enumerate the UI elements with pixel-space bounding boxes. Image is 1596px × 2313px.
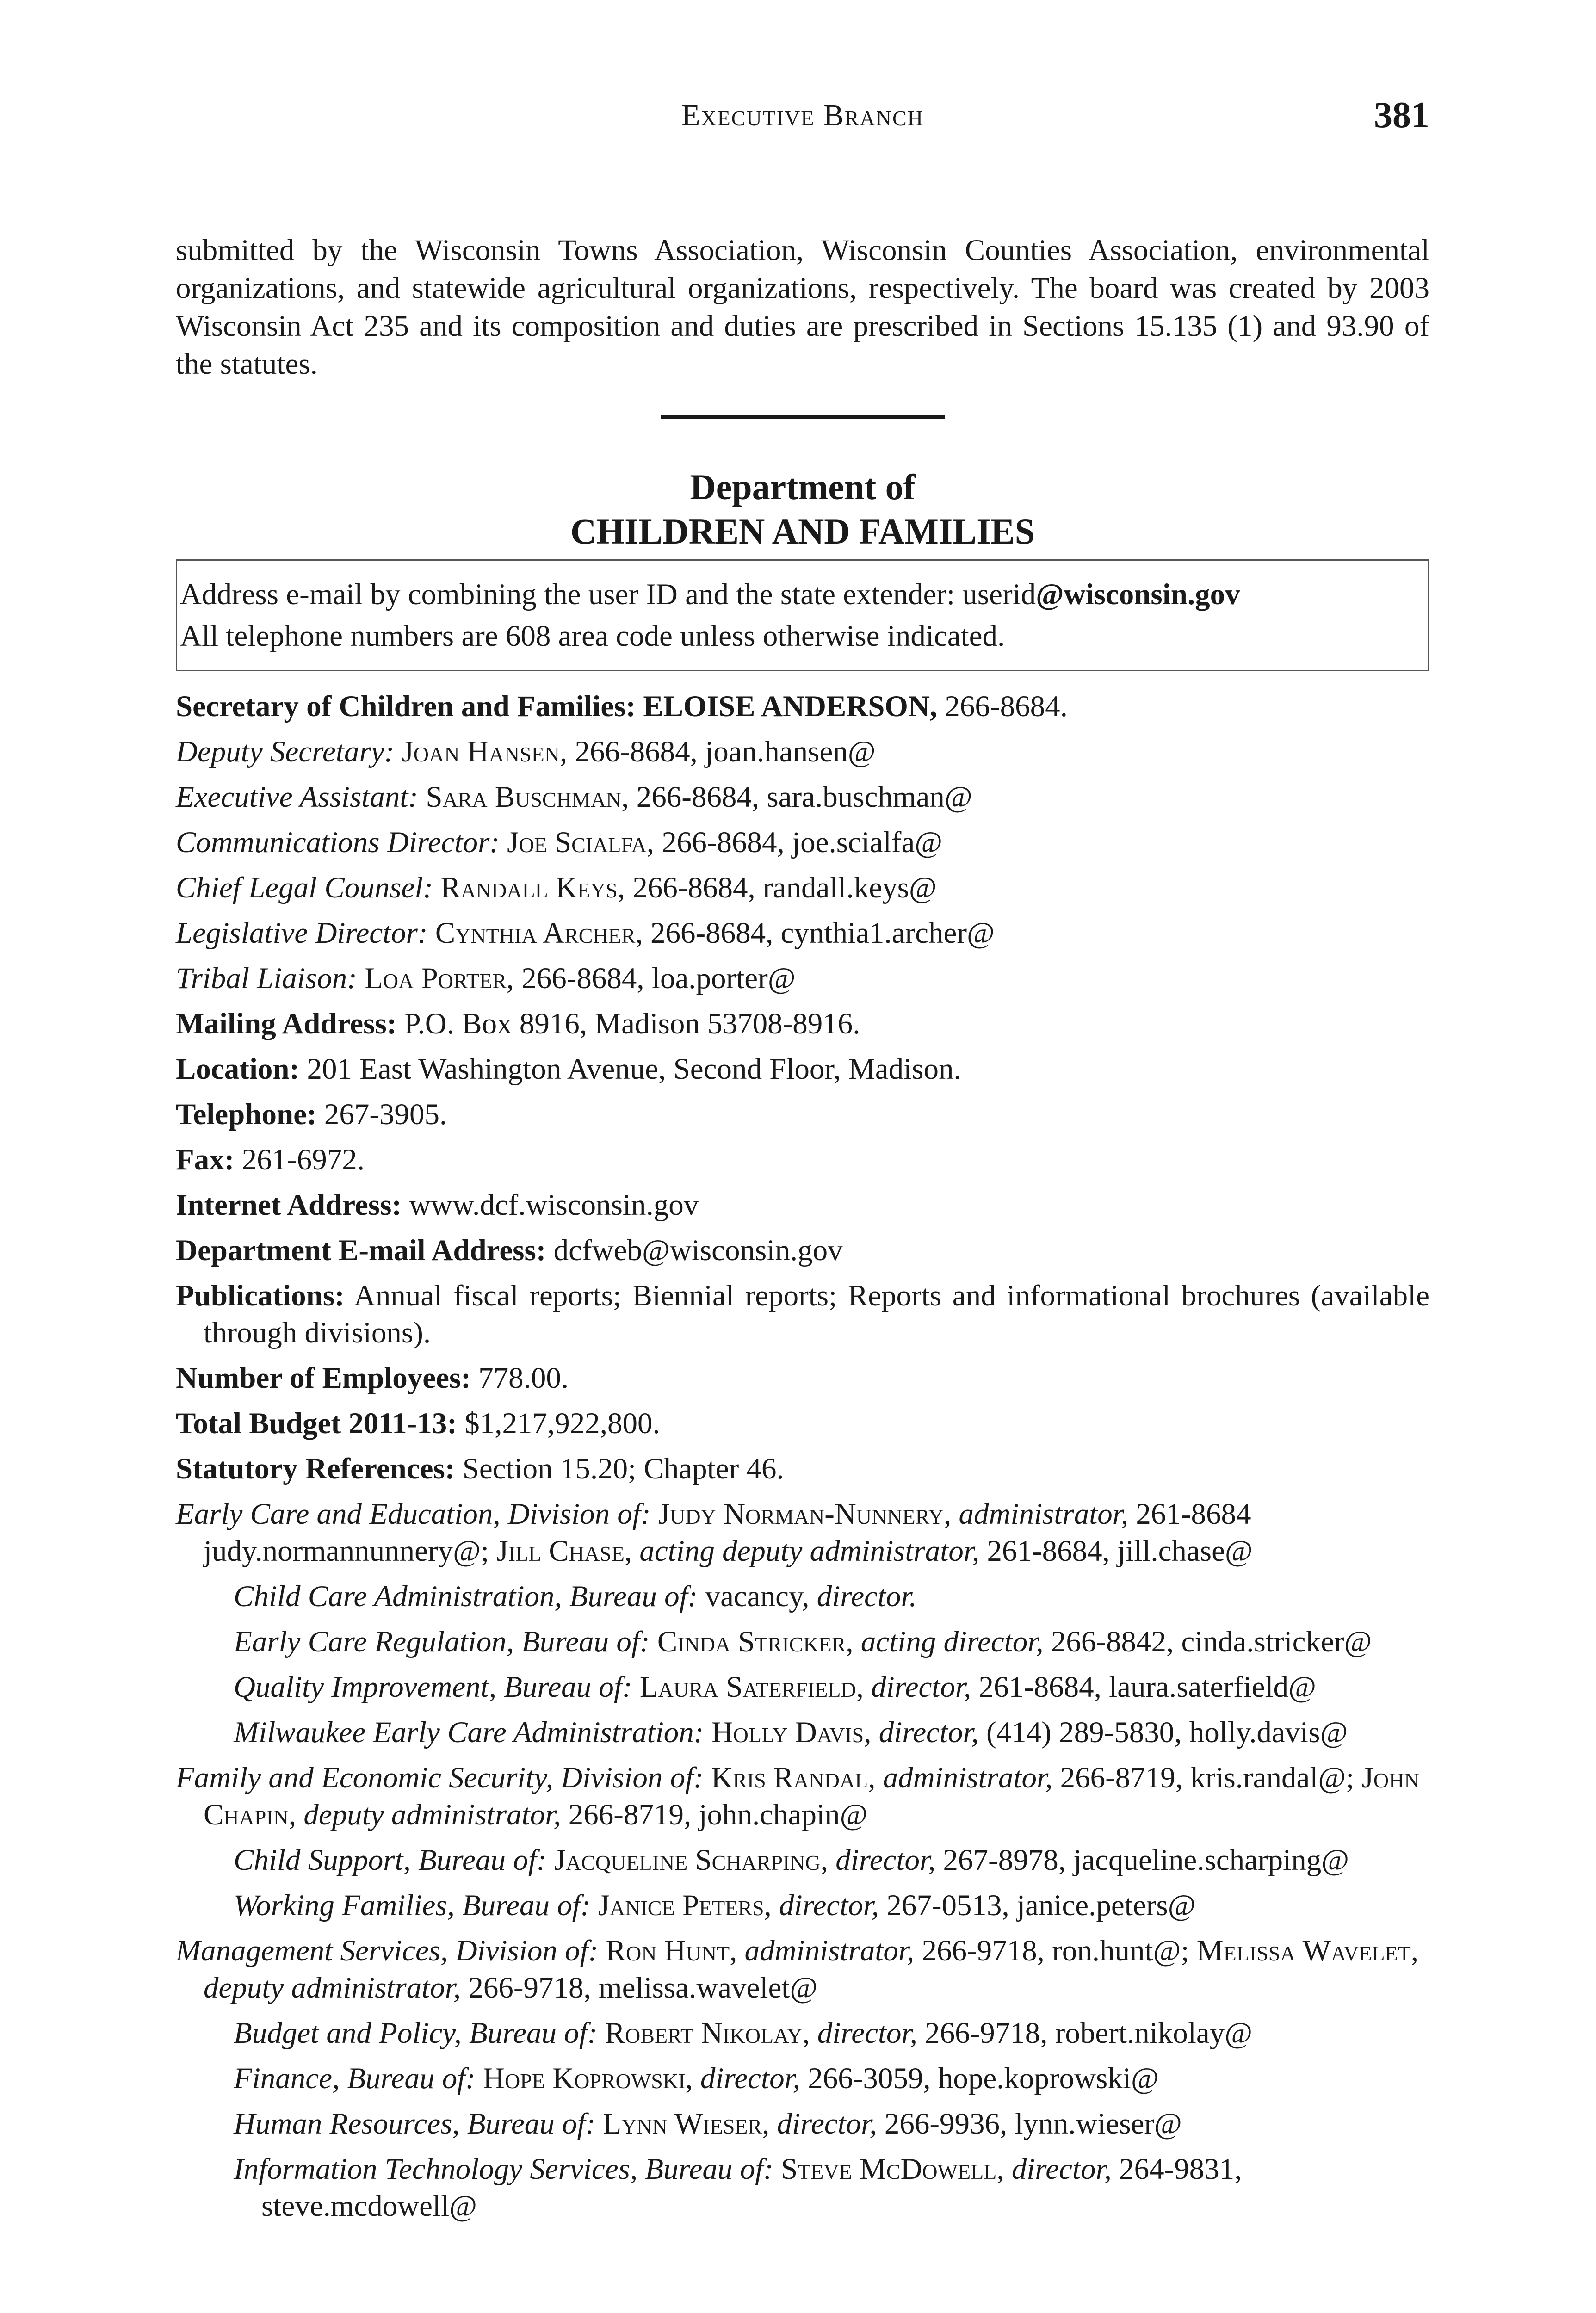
division-head-contact: 261-8684 judy.normannunnery@;: [204, 1497, 1251, 1568]
bureau-head-name: Cinda Stricker: [657, 1625, 846, 1658]
secretary-phone: 266-8684.: [937, 690, 1068, 723]
division-head-name: Ron Hunt: [606, 1934, 730, 1967]
staff-name: Joe Scialfa: [507, 826, 647, 859]
staff-name: Joan Hansen: [402, 735, 560, 768]
info-entry: [176, 1360, 1429, 1405]
directory-entries: [176, 688, 1429, 2233]
info-entry: [176, 1051, 1429, 1096]
division-unit: Management Services, Division of:: [176, 1934, 599, 1967]
staff-contact: , 266-8684, joe.scialfa@: [646, 826, 943, 859]
bureau-separator: ,: [802, 2016, 817, 2050]
info-label: Department E-mail Address:: [176, 1234, 546, 1267]
staff-entry: [176, 915, 1429, 960]
bureau-unit: Information Technology Services, Bureau of:: [234, 2152, 773, 2186]
bureau-contact: 266-9936, lynn.wieser@: [877, 2107, 1182, 2140]
bureau-entry: [176, 2105, 1429, 2151]
bureau-separator: ,: [856, 1670, 872, 1704]
division-deputy-name: Melissa Wavelet: [1196, 1934, 1411, 1967]
division-head-role: administrator,: [883, 1761, 1053, 1794]
bureau-separator: ,: [685, 2062, 700, 2095]
bureau-contact: 266-3059, hope.koprowski@: [800, 2062, 1159, 2095]
management-bureau-list: [176, 2015, 1429, 2233]
info-list: [176, 1005, 1429, 1496]
phone-notice: All telephone numbers are 608 area code unless otherwise indicated.: [180, 619, 1005, 653]
bureau-entry: [176, 1714, 1429, 1759]
bureau-unit: Human Resources, Bureau of:: [234, 2107, 596, 2140]
bureau-head-role: director,: [835, 1843, 936, 1877]
staff-role: Legislative Director:: [176, 916, 428, 950]
staff-contact: , 266-8684, sara.buschman@: [621, 780, 972, 814]
department-heading-line2: CHILDREN AND FAMILIES: [570, 511, 1035, 551]
staff-role: Executive Assistant:: [176, 780, 419, 814]
bureau-head-name: Lynn Wieser: [603, 2107, 762, 2140]
bureau-head-role: director,: [700, 2062, 800, 2095]
info-value: Annual fiscal reports; Biennial reports; Reports and informational brochures (available through divisions).: [204, 1279, 1429, 1349]
division-head-name: Kris Randal: [711, 1761, 868, 1794]
staff-role: Communications Director:: [176, 826, 500, 859]
division-deputy-role: deputy administrator,: [204, 1971, 461, 2004]
staff-entry: [176, 733, 1429, 779]
bureau-entry: [176, 1842, 1429, 1887]
info-value: 261-6972.: [234, 1143, 365, 1176]
info-value: 201 East Washington Avenue, Second Floor, Madison.: [299, 1052, 961, 1086]
family-bureau-list: [176, 1842, 1429, 1932]
staff-contact: , 266-8684, cynthia1.archer@: [635, 916, 995, 950]
staff-contact: , 266-8684, loa.porter@: [506, 962, 796, 995]
staff-name: Loa Porter: [365, 962, 507, 995]
staff-name: Sara Buschman: [426, 780, 622, 814]
section-divider: [661, 415, 945, 419]
info-entry: [176, 1450, 1429, 1496]
email-notice-text: Address e-mail by combining the user ID and the state extender: userid: [180, 578, 1036, 611]
bureau-separator: ,: [762, 2107, 777, 2140]
info-entry: [176, 1141, 1429, 1187]
info-value: 778.00.: [470, 1361, 569, 1395]
page-number: 381: [1374, 95, 1429, 136]
division-deputy-role: acting deputy administrator,: [639, 1534, 980, 1568]
division-deputy-name: Jill Chase: [496, 1534, 625, 1568]
bureau-head-role: director,: [1011, 2152, 1112, 2186]
bureau-contact: 266-8842, cinda.stricker@: [1043, 1625, 1372, 1658]
division-family: Family and Economic Security, Division of: Kris Randal, administrator, 266-8719, kris.randal@; John Chapin, deputy administrator, 266-8719, john.chapin@: [176, 1761, 1420, 1831]
page-header: [176, 95, 1429, 144]
info-value: www.dcf.wisconsin.gov: [402, 1188, 699, 1222]
division-unit: Early Care and Education, Division of:: [176, 1497, 651, 1531]
info-value: 267-3905.: [316, 1098, 447, 1131]
bureau-entry: [176, 2060, 1429, 2105]
division-head-role: administrator,: [744, 1934, 915, 1967]
info-label: Publications:: [176, 1279, 345, 1312]
info-label: Number of Employees:: [176, 1361, 471, 1395]
info-entry: [176, 1096, 1429, 1141]
staff-role: Deputy Secretary:: [176, 735, 395, 768]
staff-entry: [176, 779, 1429, 824]
bureau-entry: [176, 2015, 1429, 2060]
division-deputy-contact: 266-8719, john.chapin@: [561, 1798, 868, 1831]
bureau-unit: Budget and Policy, Bureau of:: [234, 2016, 598, 2050]
department-heading-line1: Department of: [690, 467, 916, 507]
division-head-contact: 266-9718, ron.hunt@;: [914, 1934, 1197, 1967]
info-label: Statutory References:: [176, 1452, 455, 1485]
info-entry: [176, 1005, 1429, 1051]
info-label: Telephone:: [176, 1098, 317, 1131]
info-label: Fax:: [176, 1143, 235, 1176]
email-notice: [180, 574, 1425, 615]
secretary-entry: [176, 688, 1429, 733]
staff-list: [176, 733, 1429, 1005]
bureau-contact: (414) 289-5830, holly.davis@: [978, 1716, 1348, 1749]
division-deputy-contact: 266-9718, melissa.wavelet@: [461, 1971, 818, 2004]
bureau-unit: Quality Improvement, Bureau of:: [234, 1670, 632, 1704]
staff-role: Tribal Liaison:: [176, 962, 357, 995]
bureau-head-name: Laura Saterfield: [639, 1670, 856, 1704]
division-deputy-role: deputy administrator,: [303, 1798, 561, 1831]
bureau-entry: [176, 1578, 1429, 1623]
bureau-contact: 267-8978, jacqueline.scharping@: [935, 1843, 1349, 1877]
bureau-head-name: Janice Peters: [598, 1889, 764, 1922]
bureau-entry: [176, 1887, 1429, 1932]
bureau-unit: Child Support, Bureau of:: [234, 1843, 547, 1877]
info-entry: [176, 1232, 1429, 1277]
info-label: Mailing Address:: [176, 1007, 397, 1040]
staff-contact: , 266-8684, randall.keys@: [617, 871, 937, 904]
bureau-separator: ,: [996, 2152, 1012, 2186]
intro-paragraph: submitted by the Wisconsin Towns Association, Wisconsin Counties Association, environmental organizations, and statewide agricultural organizations, respectively. The board was created by 2003 Wisconsin Act 235 and its composition and duties are prescribed in Sections 15.135 (1) and 93.90 of the statutes.: [176, 234, 1429, 381]
bureau-head-role: director.: [817, 1580, 917, 1613]
info-value: Section 15.20; Chapter 46.: [455, 1452, 784, 1485]
bureau-entry: [176, 1669, 1429, 1714]
info-entry: [176, 1187, 1429, 1232]
department-heading: [176, 465, 1429, 554]
page-content: [176, 231, 1429, 2233]
division-head-role: administrator,: [959, 1497, 1129, 1531]
bureau-entry: [176, 2151, 1429, 2233]
info-label: Total Budget 2011-13:: [176, 1407, 457, 1440]
bureau-contact: 261-8684, laura.saterfield@: [971, 1670, 1316, 1704]
info-label: Location:: [176, 1052, 300, 1086]
bureau-unit: Working Families, Bureau of:: [234, 1889, 591, 1922]
secretary-title: Secretary of Children and Families:: [176, 690, 636, 723]
bureau-head-role: director,: [779, 1889, 879, 1922]
bureau-unit: Milwaukee Early Care Administration:: [234, 1716, 704, 1749]
division-deputy-name: John Chapin: [204, 1761, 1420, 1831]
staff-entry: [176, 960, 1429, 1005]
running-head: Executive Branch: [681, 99, 924, 132]
bureau-head-role: director,: [777, 2107, 877, 2140]
bureau-head-role: director,: [878, 1716, 979, 1749]
bureau-separator: ,: [846, 1625, 861, 1658]
bureau-entry: [176, 1623, 1429, 1669]
info-label: Internet Address:: [176, 1188, 402, 1222]
bureau-contact: 264-9831, steve.mcdowell@: [261, 2152, 1242, 2223]
staff-entry: [176, 869, 1429, 915]
bureau-separator: ,: [820, 1843, 836, 1877]
staff-role: Chief Legal Counsel:: [176, 871, 433, 904]
bureau-separator: ,: [764, 1889, 779, 1922]
bureau-head-role: director,: [817, 2016, 917, 2050]
contact-notice-box: [176, 559, 1429, 671]
bureau-unit: Finance, Bureau of:: [234, 2062, 476, 2095]
bureau-head-role: acting director,: [860, 1625, 1044, 1658]
info-entry: [176, 1277, 1429, 1360]
info-entry: [176, 1405, 1429, 1450]
info-value: P.O. Box 8916, Madison 53708-8916.: [396, 1007, 860, 1040]
info-value: $1,217,922,800.: [457, 1407, 660, 1440]
staff-name: Cynthia Archer: [435, 916, 636, 950]
division-early-care: Early Care and Education, Division of: Judy Norman-Nunnery, administrator, 261-8684 judy.normannunnery@; Jill Chase, acting deputy administrator, 261-8684, jill.chase@: [176, 1497, 1253, 1568]
staff-contact: , 266-8684, joan.hansen@: [559, 735, 876, 768]
division-head-contact: 266-8719, kris.randal@;: [1052, 1761, 1362, 1794]
division-head-name: Judy Norman-Nunnery: [658, 1497, 944, 1531]
division-deputy-contact: 261-8684, jill.chase@: [979, 1534, 1253, 1568]
bureau-head-role: director,: [871, 1670, 971, 1704]
bureau-head-name: Steve McDowell: [781, 2152, 997, 2186]
bureau-contact: 266-9718, robert.nikolay@: [917, 2016, 1253, 2050]
bureau-unit: Child Care Administration, Bureau of:: [234, 1580, 698, 1613]
info-value: dcfweb@wisconsin.gov: [546, 1234, 843, 1267]
email-domain: @wisconsin.gov: [1036, 578, 1240, 611]
staff-entry: [176, 824, 1429, 869]
staff-name: Randall Keys: [440, 871, 618, 904]
bureau-unit: Early Care Regulation, Bureau of:: [234, 1625, 650, 1658]
bureau-separator: ,: [864, 1716, 879, 1749]
bureau-head-name: Robert Nikolay: [605, 2016, 803, 2050]
secretary-name: ELOISE ANDERSON,: [643, 690, 938, 723]
bureau-separator: vacancy,: [705, 1580, 817, 1613]
bureau-head-name: Holly Davis: [711, 1716, 864, 1749]
bureau-contact: 267-0513, janice.peters@: [879, 1889, 1196, 1922]
early-care-bureau-list: [176, 1578, 1429, 1759]
bureau-head-name: Jacqueline Scharping: [554, 1843, 821, 1877]
division-management: Management Services, Division of: Ron Hunt, administrator, 266-9718, ron.hunt@; Melissa Wavelet, deputy administrator, 266-9718, melissa.wavelet@: [176, 1934, 1419, 2004]
bureau-head-name: Hope Koprowski: [483, 2062, 686, 2095]
division-unit: Family and Economic Security, Division of:: [176, 1761, 704, 1794]
